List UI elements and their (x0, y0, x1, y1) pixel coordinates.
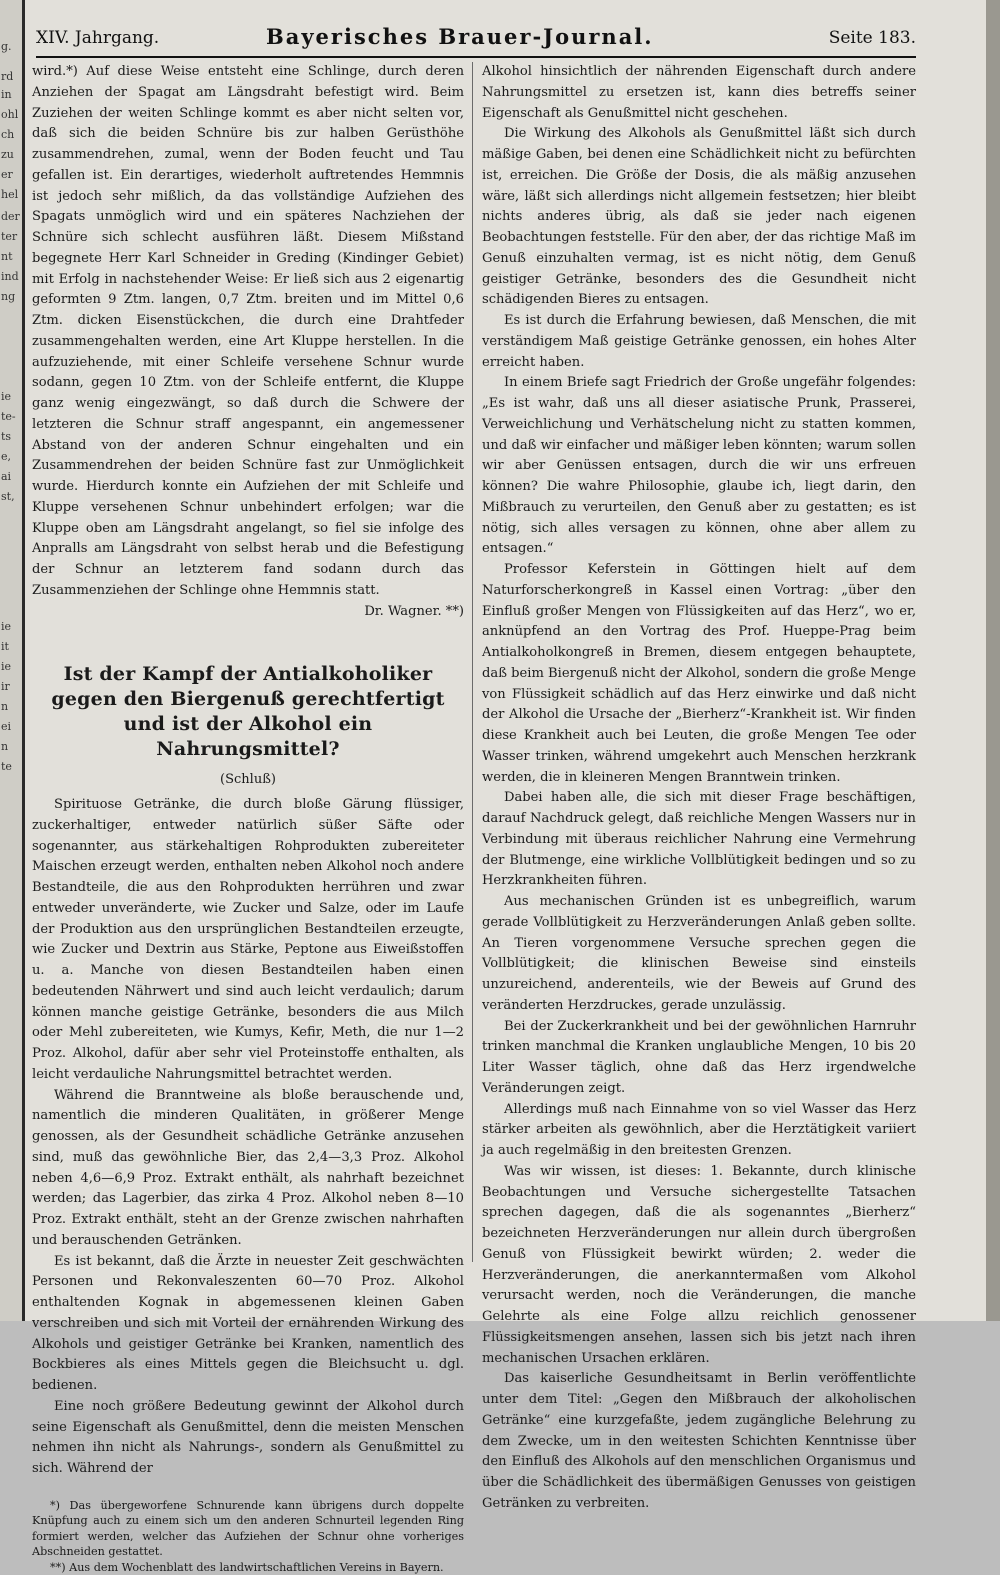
article-paragraph: Dabei haben alle, die sich mit dieser Frage beschäftigen, darauf Nachdruck gelegt, daß reichliche Mengen Wassers nur in Verbindung mit überaus reichlicher Nahrung eine Vermehrung der Blutmenge, eine wirkliche Vollblütigkeit bedingen und so zu Herzkrankheiten führen. (482, 790, 916, 889)
volume-label: XIV. Jahrgang. (36, 28, 160, 48)
previous-page-fragment: it (1, 640, 9, 653)
previous-page-fragment: g. (1, 40, 12, 53)
footnote: *) Das übergeworfene Schnurende kann übrigens durch doppelte Knüpfung auch zu einem sich um den anderen Schnurteil legenden Ring formiert werden, welcher das Aufziehen der Schnur ohne vorheriges Abschneiden gestattet. (32, 1498, 464, 1559)
header-rule (36, 56, 916, 58)
article-paragraph: wird.*) Auf diese Weise entsteht eine Schlinge, durch deren Anziehen der Spagat am Längsdraht befestigt wird. Beim Zuziehen der weiten Schlinge kommt es aber nicht selten vor, daß sich die beiden Schnüre bis zur halben Gerüsthöhe zusammendrehen, zumal, wenn der Boden feucht und Tau gefallen ist. Ein derartiges, wiederholt auftretendes Hemmnis ist jedoch sehr mißlich, da das vollständige Aufziehen des Spagats unmöglich wird und ein späteres Nachziehen der Schnüre sich schlecht ausführen läßt. Diesem Mißstand begegnete Herr Karl Schneider in Greding (Kindinger Gebiet) mit Erfolg in nachstehender Weise: Er ließ sich aus 2 eigenartig geformten 9 Ztm. langen, 0,7 Ztm. breiten und im Mittel 0,6 Ztm. dicken Eisenstückchen, die durch eine Drahtfeder zusammengehalten werden, eine Art Kluppe herstellen. In die aufzuziehende, mit einer Schleife versehene Schnur wurde sodann, gegen 10 Ztm. von der Schleife entfernt, die Kluppe ganz wenig eingezwängt, so daß durch die Schwere der letzteren die Schnur straff angespannt, ein angemessener Abstand von der anderen Schnur eingehalten und ein Zusammendrehen der beiden Schnüre fast zur Unmöglichkeit wurde. Hierdurch konnte ein Aufziehen der mit Schleife und Kluppe versehenen Schnur unbehindert erfolgen; war die Kluppe oben am Längsdraht angelangt, so fiel sie infolge des Anpralls am Längsdraht von selbst herab und die Befestigung der Schnur an letzterem fand sodann durch das Zusammenziehen der Schlinge ohne Hemmnis statt. (32, 64, 464, 598)
previous-page-fragment: hel (1, 188, 19, 201)
article-paragraph: Allerdings muß nach Einnahme von so viel Wasser das Herz stärker arbeiten als gewöhnlich, aber die Herztätigkeit variiert ja auch regelmäßig in den breitesten Grenzen. (482, 1101, 916, 1158)
previous-page-fragment: der (1, 210, 20, 223)
previous-page-fragment: ir (1, 680, 10, 693)
article-paragraph: Aus mechanischen Gründen ist es unbegreiflich, warum gerade Vollblütigkeit zu Herzveränderungen Anlaß geben sollte. An Tieren vorgenommene Versuche sprechen gegen die Vollblütigkeit; die klinischen Beweise sind einsteils unzureichend, anderenteils, wie der Beweis auf Grund des veränderten Herzdruckes, gerade unzulässig. (482, 894, 916, 1013)
article-paragraph: Das kaiserliche Gesundheitsamt in Berlin veröffentlichte unter dem Titel: „Gegen den Mißbrauch der alkoholischen Getränke“ eine kurzgefaßte, jedem zugängliche Belehrung zu dem Zwecke, um in den weitesten Schichten Kenntnisse über den Einfluß des Alkohols auf den menschlichen Organismus und über die Schädlichkeit des übermäßigen Genusses von geistigen Getränken zu verbreiten. (482, 1371, 916, 1511)
footnotes (32, 1498, 464, 1575)
previous-page-fragment: in (1, 88, 12, 101)
previous-page-fragment: rd (1, 70, 14, 83)
previous-page-fragment: er (1, 168, 13, 181)
previous-page-fragment: ng (1, 290, 16, 303)
previous-page-fragment: ind (1, 270, 19, 283)
column-divider (472, 62, 473, 1262)
article-paragraph: In einem Briefe sagt Friedrich der Große ungefähr folgendes: „Es ist wahr, daß uns all dieser asiatische Prunk, Prasserei, Verweichlichung und Verhätschelung nicht zu statten kommen, und daß wir einfacher und mäßiger leben könnten; warum sollen wir aber Genüssen entsagen, durch die wir uns erfreuen können? Die wahre Philosophie, glaube ich, liegt darin, den Mißbrauch zu verurteilen, den Genuß aber zu gestatten; es ist nötig, sich alles versagen zu können, ohne aber allem zu entsagen.“ (482, 375, 916, 557)
article-paragraph: Professor Keferstein in Göttingen hielt auf dem Naturforscherkongreß in Kassel einen Vortrag: „über den Einfluß großer Mengen von Flüssigkeiten auf das Herz“, wo er, anknüpfend an den Vortrag des Prof. Hueppe-Prag beim Antialkoholkongreß in Bremen, diesem entgegen behauptete, daß beim Biergenuß nicht der Alkohol, sondern die große Menge von Flüssigkeit schädlich auf das Herz einwirke und daß nicht der Alkohol die Ursache der „Bierherz“-Krankheit ist. Wir finden diese Krankheit auch bei Leuten, die große Mengen Tee oder Wasser trinken, während umgekehrt auch Menschen herzkrank werden, die in kleineren Mengen Branntwein trinken. (482, 562, 916, 785)
article-paragraph: Es ist durch die Erfahrung bewiesen, daß Menschen, die mit verständigem Maß geistige Getränke genossen, ein hohes Alter erreicht haben. (482, 313, 916, 370)
author-signature: Dr. Wagner. **) (364, 603, 464, 619)
previous-page-fragment: ie (1, 660, 12, 673)
page-header (36, 22, 916, 52)
article-paragraph: Alkohol hinsichtlich der nährenden Eigenschaft durch andere Nahrungsmittel zu ersetzen ist, kann dies betreffs seiner Eigenschaft als Genußmittel nicht geschehen. (482, 64, 916, 121)
previous-page-fragment: ohl (1, 108, 19, 121)
article-paragraph: Was wir wissen, ist dieses: 1. Bekannte, durch klinische Beobachtungen und Versuche sichergestellte Tatsachen sprechen dagegen, daß die als sogenanntes „Bierherz“ bezeichneten Herzveränderungen nur allein durch übergroßen Genuß von Flüssigkeit bewirkt würden; 2. weder die Herzveränderungen, die anerkanntermaßen vom Alkohol verursacht werden, noch die Veränderungen, die manche Gelehrte als eine Folge allzu reichlich genossener Flüssigkeitsmengen ansehen, lassen sich bis jetzt nach ihren mechanischen Ursachen erklären. (482, 1163, 916, 1366)
previous-page-fragment: te (1, 760, 12, 773)
article-headline: Ist der Kampf der Antialkoholiker gegen den Biergenuß gerechtfertigt und ist der Alkohol ein Nahrungsmittel? (51, 663, 445, 761)
previous-page-fragment: ie (1, 390, 12, 403)
article-subhead: (Schluß) (220, 772, 276, 788)
footnote: **) Aus dem Wochenblatt des landwirtschaftlichen Vereins in Bayern. (50, 1560, 444, 1574)
previous-page-fragment: ch (1, 128, 15, 141)
article-paragraph: Bei der Zuckerkrankheit und bei der gewöhnlichen Harnruhr trinken manchmal die Kranken unglaubliche Mengen, 10 bis 20 Liter Wasser täglich, ohne daß das Herz irgendwelche Veränderungen zeigt. (482, 1018, 916, 1096)
previous-page-fragment: nt (1, 250, 13, 263)
page-number: Seite 183. (828, 28, 916, 48)
article-paragraph: Eine noch größere Bedeutung gewinnt der Alkohol durch seine Eigenschaft als Genußmittel, denn die meisten Menschen nehmen ihn nicht als Nahrungs-, sondern als Genußmittel zu sich. Während der (32, 1398, 464, 1476)
previous-page-fragment: ei (1, 720, 12, 733)
previous-page-fragment: ts (1, 430, 12, 443)
previous-page-fragment: te- (1, 410, 16, 423)
article-paragraph: Es ist bekannt, daß die Ärzte in neuester Zeit geschwächten Personen und Rekonvaleszenten 60—70 Proz. Alkohol enthaltenden Kognak in abgemessenen kleinen Gaben verschreiben und sich mit Vorteil der ernährenden Wirkung des Alkohols und geistiger Getränke bei Kranken, namentlich des Bockbieres als eines Mittels gegen die Bleichsucht u. dgl. bedienen. (32, 1253, 464, 1393)
article-paragraph: Während die Branntweine als bloße berauschende und, namentlich die minderen Qualitäten, in größerer Menge genossen, als der Gesundheit schädliche Getränke anzusehen sind, muß das gewöhnliche Bier, das 2,4—3,3 Proz. Alkohol neben 4,6—6,9 Proz. Extrakt enthält, als nahrhaft bezeichnet werden; das Lagerbier, das zirka 4 Proz. Alkohol neben 8—10 Proz. Extrakt enthält, steht an der Grenze zwischen nahrhaften und berauschenden Getränken. (32, 1087, 464, 1248)
previous-page-fragment: st, (1, 490, 15, 503)
journal-title: Bayerisches Brauer-Journal. (266, 24, 654, 49)
article-paragraph: Die Wirkung des Alkohols als Genußmittel läßt sich durch mäßige Gaben, bei denen eine Schädlichkeit nicht zu befürchten ist, erreichen. Die Größe der Dosis, die als mäßig anzusehen wäre, läßt sich allerdings nicht allgemein festsetzen; hier bleibt nichts anderes übrig, als daß sie jeder nach eigenen Beobachtungen feststelle. Für den aber, der das richtige Maß im Genuß einzuhalten vermag, ist es nicht nötig, dem Genuß geistiger Getränke, besonders des die Gesundheit nicht schädigenden Bieres zu entsagen. (482, 126, 916, 308)
article-paragraph: Spirituose Getränke, die durch bloße Gärung flüssiger, zuckerhaltiger, entweder natürlich süßer Säfte oder sogenannter, aus stärkehaltigen Rohprodukten zubereiteter Maischen erzeugt werden, enthalten neben Alkohol noch andere Bestandteile, die aus den Rohprodukten herrühren und zwar entweder unveränderte, wie Zucker und Salze, oder im Laufe der Produktion aus den ursprünglichen Bestandteilen erzeugte, wie Zucker und Dextrin aus Stärke, Peptone aus Eiweißstoffen u. a. Manche von diesen Bestandteilen haben einen bedeutenden Nährwert und sind auch leicht verdaulich; darum können manche geistige Getränke, besonders die aus Milch oder Mehl zubereiteten, wie Kumys, Kefir, Meth, die nur 1—2 Proz. Alkohol, dafür aber sehr viel Proteinstoffe enthalten, als leicht verdauliche Nahrungsmittel betrachtet werden. (32, 797, 464, 1082)
previous-page-fragment: n (1, 700, 9, 713)
previous-page-fragment: e, (1, 450, 12, 463)
right-column (482, 62, 916, 1515)
binding-shadow (986, 0, 1000, 1321)
previous-page-fragment: ter (1, 230, 18, 243)
left-column (32, 62, 464, 1575)
previous-page-fragment: n (1, 740, 9, 753)
previous-page-fragment: ie (1, 620, 12, 633)
previous-page-fragment: ai (1, 470, 12, 483)
previous-page-fragment: zu (1, 148, 14, 161)
previous-page-edge (0, 0, 25, 1321)
